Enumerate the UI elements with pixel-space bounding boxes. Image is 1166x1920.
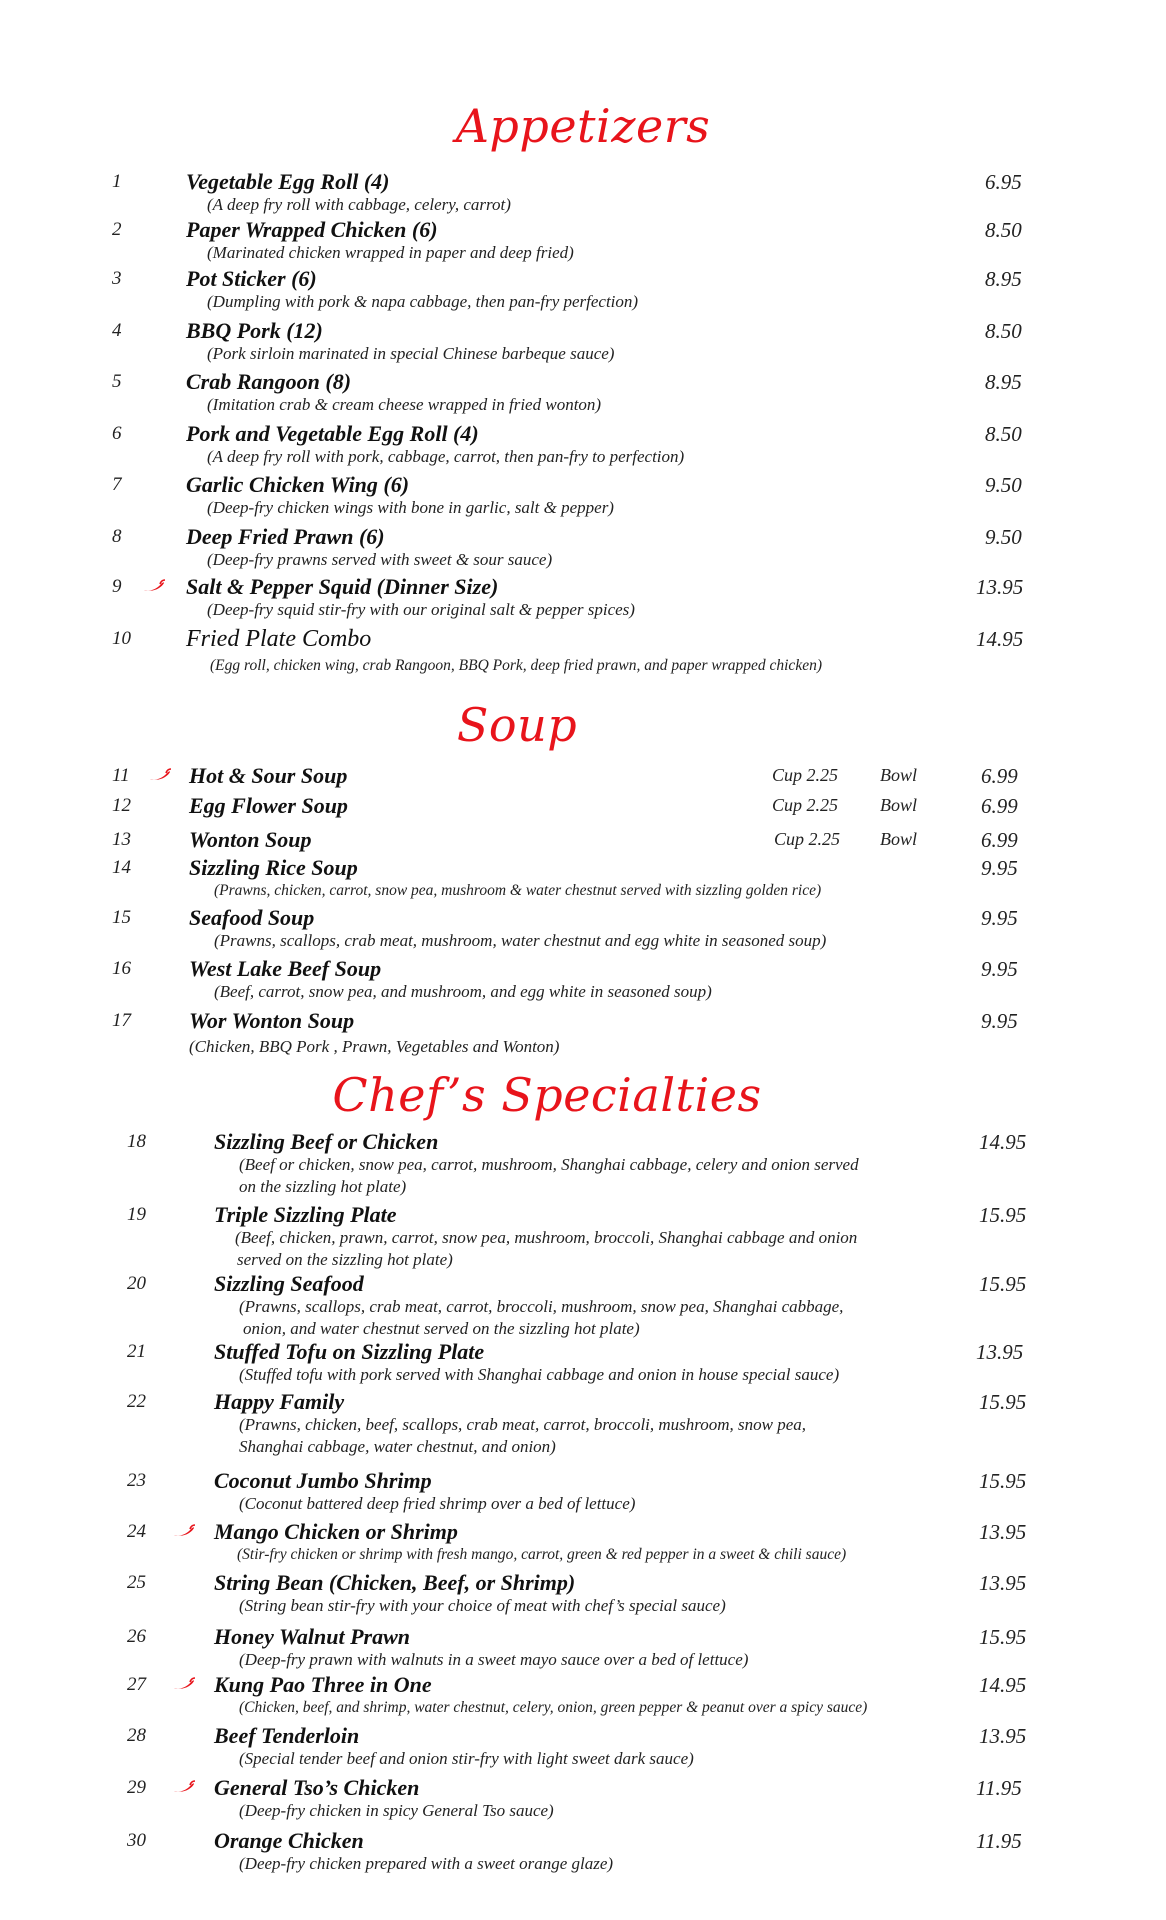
item-name: West Lake Beef Soup: [189, 956, 382, 981]
item-description: (Prawns, scallops, crab meat, mushroom, water chestnut and egg white in seasoned soup): [214, 931, 827, 950]
item-number: 9: [112, 576, 122, 597]
item-price: 13.95: [976, 1340, 1024, 1364]
section-title-soup: Soup: [456, 698, 578, 752]
item-price: 13.95: [979, 1520, 1027, 1544]
item-price: 8.95: [985, 370, 1022, 394]
item-price: 8.50: [985, 319, 1022, 343]
item-name: Beef Tenderloin: [214, 1723, 360, 1748]
item-description-line-2: served on the sizzling hot plate): [237, 1250, 453, 1269]
item-description-line-2: Shanghai cabbage, water chestnut, and onion): [239, 1437, 556, 1456]
item-name: String Bean (Chicken, Beef, or Shrimp): [214, 1570, 576, 1595]
item-price: 13.95: [979, 1724, 1027, 1748]
item-name: Wor Wonton Soup: [189, 1008, 355, 1033]
item-price: 8.95: [985, 267, 1022, 291]
item-price: 15.95: [979, 1272, 1027, 1296]
item-number: 19: [127, 1204, 146, 1225]
item-price: 15.95: [979, 1469, 1027, 1493]
item-description: (Egg roll, chicken wing, crab Rangoon, BBQ Pork, deep fried prawn, and paper wrapped chicken): [210, 657, 822, 674]
item-name: Fried Plate Combo: [186, 626, 372, 652]
item-description: (Chicken, beef, and shrimp, water chestnut, celery, onion, green pepper & peanut over a spicy sauce): [239, 1699, 868, 1716]
item-description: (String bean stir-fry with your choice of meat with chef’s special sauce): [239, 1596, 726, 1615]
item-name: Coconut Jumbo Shrimp: [214, 1468, 432, 1493]
item-description: (Stir-fry chicken or shrimp with fresh mango, carrot, green & red pepper in a sweet & chili sauce): [237, 1546, 847, 1563]
item-description: (Prawns, chicken, carrot, snow pea, mushroom & water chestnut served with sizzling golden rice): [214, 882, 822, 899]
item-number: 28: [127, 1725, 146, 1746]
item-price: 8.50: [985, 218, 1022, 242]
item-name: Paper Wrapped Chicken (6): [186, 217, 438, 242]
item-price: 6.99: [981, 794, 1018, 818]
bowl-label: Bowl: [880, 765, 918, 785]
item-number: 25: [127, 1572, 146, 1593]
item-price: 15.95: [979, 1390, 1027, 1414]
item-price: 13.95: [979, 1571, 1027, 1595]
item-number: 16: [112, 958, 131, 979]
item-price: 14.95: [979, 1130, 1027, 1154]
item-description: (Dumpling with pork & napa cabbage, then pan-fry perfection): [207, 292, 639, 311]
item-name: Mango Chicken or Shrimp: [214, 1519, 458, 1544]
item-description: (Deep-fry prawn with walnuts in a sweet mayo sauce over a bed of lettuce): [239, 1650, 749, 1669]
section-title-appetizers: Appetizers: [455, 99, 711, 153]
item-name: Triple Sizzling Plate: [214, 1202, 397, 1227]
section-title-specialties: Chef’s Specialties: [332, 1068, 762, 1122]
item-name: Pork and Vegetable Egg Roll (4): [186, 421, 479, 446]
item-price: 13.95: [976, 575, 1024, 599]
item-price: 6.95: [985, 170, 1022, 194]
item-name: Happy Family: [214, 1389, 345, 1414]
item-name: General Tso’s Chicken: [214, 1775, 420, 1800]
item-description: (Prawns, scallops, crab meat, carrot, broccoli, mushroom, snow pea, Shanghai cabbage,: [239, 1297, 844, 1316]
item-price: 9.95: [981, 906, 1018, 930]
item-number: 26: [127, 1626, 146, 1647]
item-name: Deep Fried Prawn (6): [186, 524, 385, 549]
item-price: 11.95: [976, 1829, 1022, 1853]
item-description: (Pork sirloin marinated in special Chinese barbeque sauce): [207, 344, 615, 363]
item-description: (Deep-fry chicken wings with bone in garlic, salt & pepper): [207, 498, 614, 517]
item-name: Garlic Chicken Wing (6): [186, 472, 410, 497]
item-name: Hot & Sour Soup: [189, 763, 348, 788]
chili-pepper-icon: [172, 1780, 196, 1794]
item-name: Kung Pao Three in One: [214, 1672, 432, 1697]
item-name: Sizzling Beef or Chicken: [214, 1129, 439, 1154]
item-number: 2: [112, 219, 122, 240]
item-number: 4: [112, 320, 122, 341]
item-number: 15: [112, 907, 131, 928]
item-number: 5: [112, 371, 122, 392]
item-description: (Chicken, BBQ Pork , Prawn, Vegetables and Wonton): [189, 1037, 560, 1056]
item-price: 9.95: [981, 856, 1018, 880]
item-name: Orange Chicken: [214, 1828, 364, 1853]
item-number: 11: [112, 765, 130, 786]
item-price: 9.50: [985, 525, 1022, 549]
item-number: 23: [127, 1470, 146, 1491]
item-number: 21: [127, 1341, 146, 1362]
item-price: 9.95: [981, 1009, 1018, 1033]
cup-price: Cup 2.25: [772, 765, 839, 785]
item-number: 27: [127, 1674, 146, 1695]
item-number: 14: [112, 857, 131, 878]
item-price: 15.95: [979, 1625, 1027, 1649]
item-description: (Deep-fry squid stir-fry with our original salt & pepper spices): [207, 600, 635, 619]
chili-pepper-icon: [172, 1677, 196, 1691]
item-price: 6.99: [981, 764, 1018, 788]
item-number: 30: [127, 1830, 146, 1851]
item-description: (Imitation crab & cream cheese wrapped in fried wonton): [207, 395, 602, 414]
cup-price: Cup 2.25: [772, 795, 839, 815]
chili-pepper-icon: [142, 579, 166, 593]
item-description-line-2: onion, and water chestnut served on the sizzling hot plate): [243, 1319, 640, 1338]
item-name: Stuffed Tofu on Sizzling Plate: [214, 1339, 485, 1364]
cup-price: Cup 2.25: [774, 829, 841, 849]
item-description: (Deep-fry chicken in spicy General Tso sauce): [239, 1801, 554, 1820]
item-description: (A deep fry roll with pork, cabbage, carrot, then pan-fry to perfection): [207, 447, 685, 466]
item-number: 13: [112, 829, 131, 850]
item-price: 9.50: [985, 473, 1022, 497]
item-number: 22: [127, 1391, 146, 1412]
item-name: BBQ Pork (12): [186, 318, 323, 343]
item-price: 6.99: [981, 828, 1018, 852]
item-number: 8: [112, 526, 122, 547]
item-number: 20: [127, 1273, 146, 1294]
item-description: (Deep-fry chicken prepared with a sweet orange glaze): [239, 1854, 614, 1873]
item-description: (Marinated chicken wrapped in paper and deep fried): [207, 243, 574, 262]
item-price: 9.95: [981, 957, 1018, 981]
item-description: (Stuffed tofu with pork served with Shanghai cabbage and onion in house special sauce): [239, 1365, 840, 1384]
item-number: 3: [112, 268, 122, 289]
item-price: 14.95: [976, 627, 1024, 651]
item-name: Crab Rangoon (8): [186, 369, 352, 394]
item-number: 17: [112, 1010, 131, 1031]
item-number: 12: [112, 795, 131, 816]
item-number: 24: [127, 1521, 146, 1542]
item-number: 6: [112, 423, 122, 444]
item-price: 11.95: [976, 1776, 1022, 1800]
chili-pepper-icon: [172, 1524, 196, 1538]
item-description: (Coconut battered deep fried shrimp over a bed of lettuce): [239, 1494, 636, 1513]
bowl-label: Bowl: [880, 795, 918, 815]
item-name: Egg Flower Soup: [189, 793, 348, 818]
item-price: 15.95: [979, 1203, 1027, 1227]
item-number: 29: [127, 1777, 146, 1798]
item-description: (Prawns, chicken, beef, scallops, crab meat, carrot, broccoli, mushroom, snow pea,: [239, 1415, 807, 1434]
item-price: 14.95: [979, 1673, 1027, 1697]
item-description: (Beef, carrot, snow pea, and mushroom, and egg white in seasoned soup): [214, 982, 712, 1001]
item-description: (Beef or chicken, snow pea, carrot, mushroom, Shanghai cabbage, celery and onion served: [239, 1155, 859, 1174]
item-number: 18: [127, 1131, 146, 1152]
item-description: (Deep-fry prawns served with sweet & sour sauce): [207, 550, 553, 569]
item-description: (Beef, chicken, prawn, carrot, snow pea, mushroom, broccoli, Shanghai cabbage and onion: [235, 1228, 858, 1247]
item-name: Sizzling Seafood: [214, 1271, 364, 1296]
item-name: Vegetable Egg Roll (4): [186, 169, 390, 194]
item-name: Sizzling Rice Soup: [189, 855, 358, 880]
item-name: Pot Sticker (6): [186, 266, 317, 291]
item-number: 1: [112, 171, 122, 192]
item-name: Wonton Soup: [189, 827, 312, 852]
item-name: Salt & Pepper Squid (Dinner Size): [186, 574, 499, 599]
item-description-line-2: on the sizzling hot plate): [239, 1177, 407, 1196]
item-number: 10: [112, 628, 131, 649]
item-name: Seafood Soup: [189, 905, 315, 930]
chili-pepper-icon: [148, 768, 172, 782]
item-price: 8.50: [985, 422, 1022, 446]
item-number: 7: [112, 474, 122, 495]
item-description: (A deep fry roll with cabbage, celery, carrot): [207, 195, 511, 214]
item-name: Honey Walnut Prawn: [214, 1624, 411, 1649]
bowl-label: Bowl: [880, 829, 918, 849]
item-description: (Special tender beef and onion stir-fry with light sweet dark sauce): [239, 1749, 694, 1768]
